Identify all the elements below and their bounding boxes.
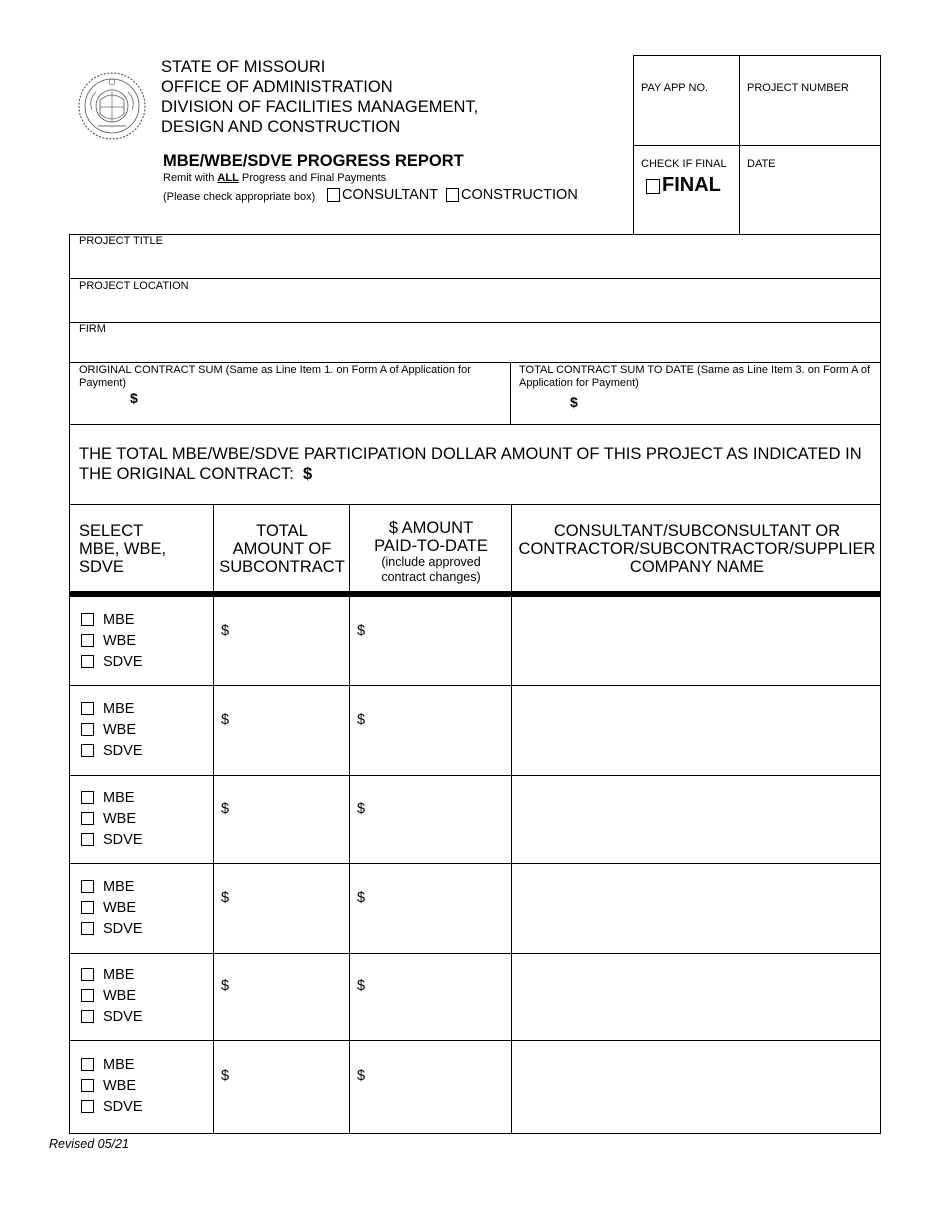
col-paid-to-date-header: $ AMOUNT PAID-TO-DATE (include approved contract changes) [374,519,488,584]
company-name-input[interactable] [518,693,874,767]
header-office: OFFICE OF ADMINISTRATION [161,78,393,96]
checkbox-icon [81,1010,94,1023]
row-option-checkbox[interactable] [81,808,136,829]
project-title-input[interactable] [79,251,869,275]
subcontract-amount-input[interactable] [233,976,349,998]
company-name-input[interactable] [518,783,874,855]
checkbox-icon [81,812,94,825]
option-label: SDVE [103,742,143,759]
checkbox-icon [646,179,660,194]
company-name-input[interactable] [518,1048,874,1125]
total-sum-dollar: $ [570,394,578,410]
total-contract-sum-input[interactable] [584,394,874,414]
paid-to-date-dollar: $ [357,801,366,817]
project-location-input[interactable] [79,296,869,320]
option-label: SDVE [103,1008,143,1025]
date-label: DATE [747,158,776,170]
checkbox-icon [446,188,459,202]
paid-to-date-dollar: $ [357,890,366,906]
checkbox-icon [81,1058,94,1071]
checkbox-icon [81,922,94,935]
option-label: WBE [103,899,137,916]
row-option-checkbox[interactable] [81,985,136,1006]
subcontract-dollar: $ [221,1068,230,1084]
subcontract-amount-input[interactable] [233,710,349,732]
participation-statement: THE TOTAL MBE/WBE/SDVE PARTICIPATION DOLLAR AMOUNT OF THIS PROJECT AS INDICATED IN THE ORIGINAL CONTRACT: $ [79,445,862,483]
final-label: FINAL [662,174,721,196]
subcontract-amount-input[interactable] [233,1066,349,1088]
pay-app-box [633,55,881,235]
project-number-input[interactable] [746,102,878,138]
company-name-input[interactable] [518,871,874,945]
remit-note: Remit with ALL Progress and Final Payments [163,172,387,184]
pay-app-no-label: PAY APP NO. [641,82,709,94]
checkbox-icon [81,833,94,846]
checkbox-icon [81,1079,94,1092]
checkbox-icon [81,1100,94,1113]
option-label: WBE [103,810,137,827]
option-label: SDVE [103,920,143,937]
project-number-label: PROJECT NUMBER [747,82,849,94]
pay-app-no-input[interactable] [640,102,735,138]
company-name-input[interactable] [518,605,874,677]
original-contract-sum-input[interactable] [144,390,494,410]
row-option-checkbox[interactable] [81,1006,143,1027]
checkbox-icon [81,901,94,914]
paid-to-date-amount-input[interactable] [369,888,513,910]
consultant-checkbox[interactable] [327,187,438,203]
col-select-header: SELECT MBE, WBE, SDVE [79,522,167,576]
subcontract-amount-input[interactable] [233,799,349,821]
original-contract-sum-label: ORIGINAL CONTRACT SUM (Same as Line Item 1. on Form A of Application for Payment) [79,364,471,389]
option-label: WBE [103,721,137,738]
project-location-label: PROJECT LOCATION [79,280,189,292]
option-label: WBE [103,1077,137,1094]
row-option-checkbox[interactable] [81,630,136,651]
checkbox-icon [327,188,340,202]
subcontract-dollar: $ [221,890,230,906]
construction-checkbox[interactable] [446,187,578,203]
col-company-name-header: CONSULTANT/SUBCONSULTANT OR CONTRACTOR/SUBCONTRACTOR/SUPPLIER COMPANY NAME [518,522,876,576]
header-division: DIVISION OF FACILITIES MANAGEMENT, [161,98,479,116]
option-label: MBE [103,1056,135,1073]
row-option-checkbox[interactable] [81,964,134,985]
paid-to-date-amount-input[interactable] [369,1066,513,1088]
consultant-label: CONSULTANT [342,187,439,203]
checkbox-icon [81,702,94,715]
row-option-checkbox[interactable] [81,740,143,761]
checkbox-icon [81,613,94,626]
report-title: MBE/WBE/SDVE PROGRESS REPORT [163,152,464,170]
subcontract-amount-input[interactable] [233,888,349,910]
check-if-final-label: CHECK IF FINAL [641,158,727,170]
paid-to-date-amount-input[interactable] [369,710,513,732]
option-label: MBE [103,700,135,717]
option-label: MBE [103,789,135,806]
construction-label: CONSTRUCTION [461,187,578,203]
subcontract-dollar: $ [221,801,230,817]
row-option-checkbox[interactable] [81,1096,143,1117]
checkbox-icon [81,655,94,668]
option-label: MBE [103,878,135,895]
option-label: SDVE [103,831,143,848]
row-option-checkbox[interactable] [81,651,143,672]
paid-to-date-amount-input[interactable] [369,799,513,821]
paid-to-date-dollar: $ [357,623,366,639]
date-input[interactable] [746,178,878,228]
subcontract-dollar: $ [221,978,230,994]
subcontract-amount-input[interactable] [233,621,349,643]
row-option-checkbox[interactable] [81,609,134,630]
original-sum-dollar: $ [130,390,138,406]
checkbox-icon [81,723,94,736]
paid-to-date-dollar: $ [357,1068,366,1084]
col-total-amount-header: TOTAL AMOUNT OF SUBCONTRACT [219,522,345,576]
revised-date: Revised 05/21 [49,1137,129,1151]
row-option-checkbox[interactable] [81,787,134,808]
option-label: MBE [103,966,135,983]
project-title-label: PROJECT TITLE [79,235,163,247]
state-seal-icon [78,70,146,142]
option-label: MBE [103,611,135,628]
header-state: STATE OF MISSOURI [161,58,326,76]
checkbox-icon [81,989,94,1002]
paid-to-date-dollar: $ [357,712,366,728]
paid-to-date-amount-input[interactable] [369,621,513,643]
firm-input[interactable] [79,338,869,360]
checkbox-icon [81,968,94,981]
row-option-checkbox[interactable] [81,698,134,719]
report-form [69,234,881,1134]
checkbox-icon [81,744,94,757]
checkbox-icon [81,791,94,804]
row-option-checkbox[interactable] [81,1075,136,1096]
row-option-checkbox[interactable] [81,829,143,850]
paid-to-date-dollar: $ [357,978,366,994]
final-checkbox[interactable] [646,174,721,197]
row-option-checkbox[interactable] [81,1054,134,1075]
subcontract-dollar: $ [221,623,230,639]
option-label: WBE [103,987,137,1004]
row-option-checkbox[interactable] [81,719,136,740]
subcontract-dollar: $ [221,712,230,728]
total-contract-sum-label: TOTAL CONTRACT SUM TO DATE (Same as Line Item 3. on Form A of Application for Payment) [519,364,871,389]
company-name-input[interactable] [518,961,874,1032]
firm-label: FIRM [79,323,106,335]
header-design: DESIGN AND CONSTRUCTION [161,118,401,136]
row-option-checkbox[interactable] [81,918,143,939]
option-label: SDVE [103,1098,143,1115]
please-check-note: (Please check appropriate box) [163,191,316,203]
option-label: WBE [103,632,137,649]
checkbox-icon [81,634,94,647]
checkbox-icon [81,880,94,893]
paid-to-date-amount-input[interactable] [369,976,513,998]
option-label: SDVE [103,653,143,670]
row-option-checkbox[interactable] [81,897,136,918]
row-option-checkbox[interactable] [81,876,134,897]
